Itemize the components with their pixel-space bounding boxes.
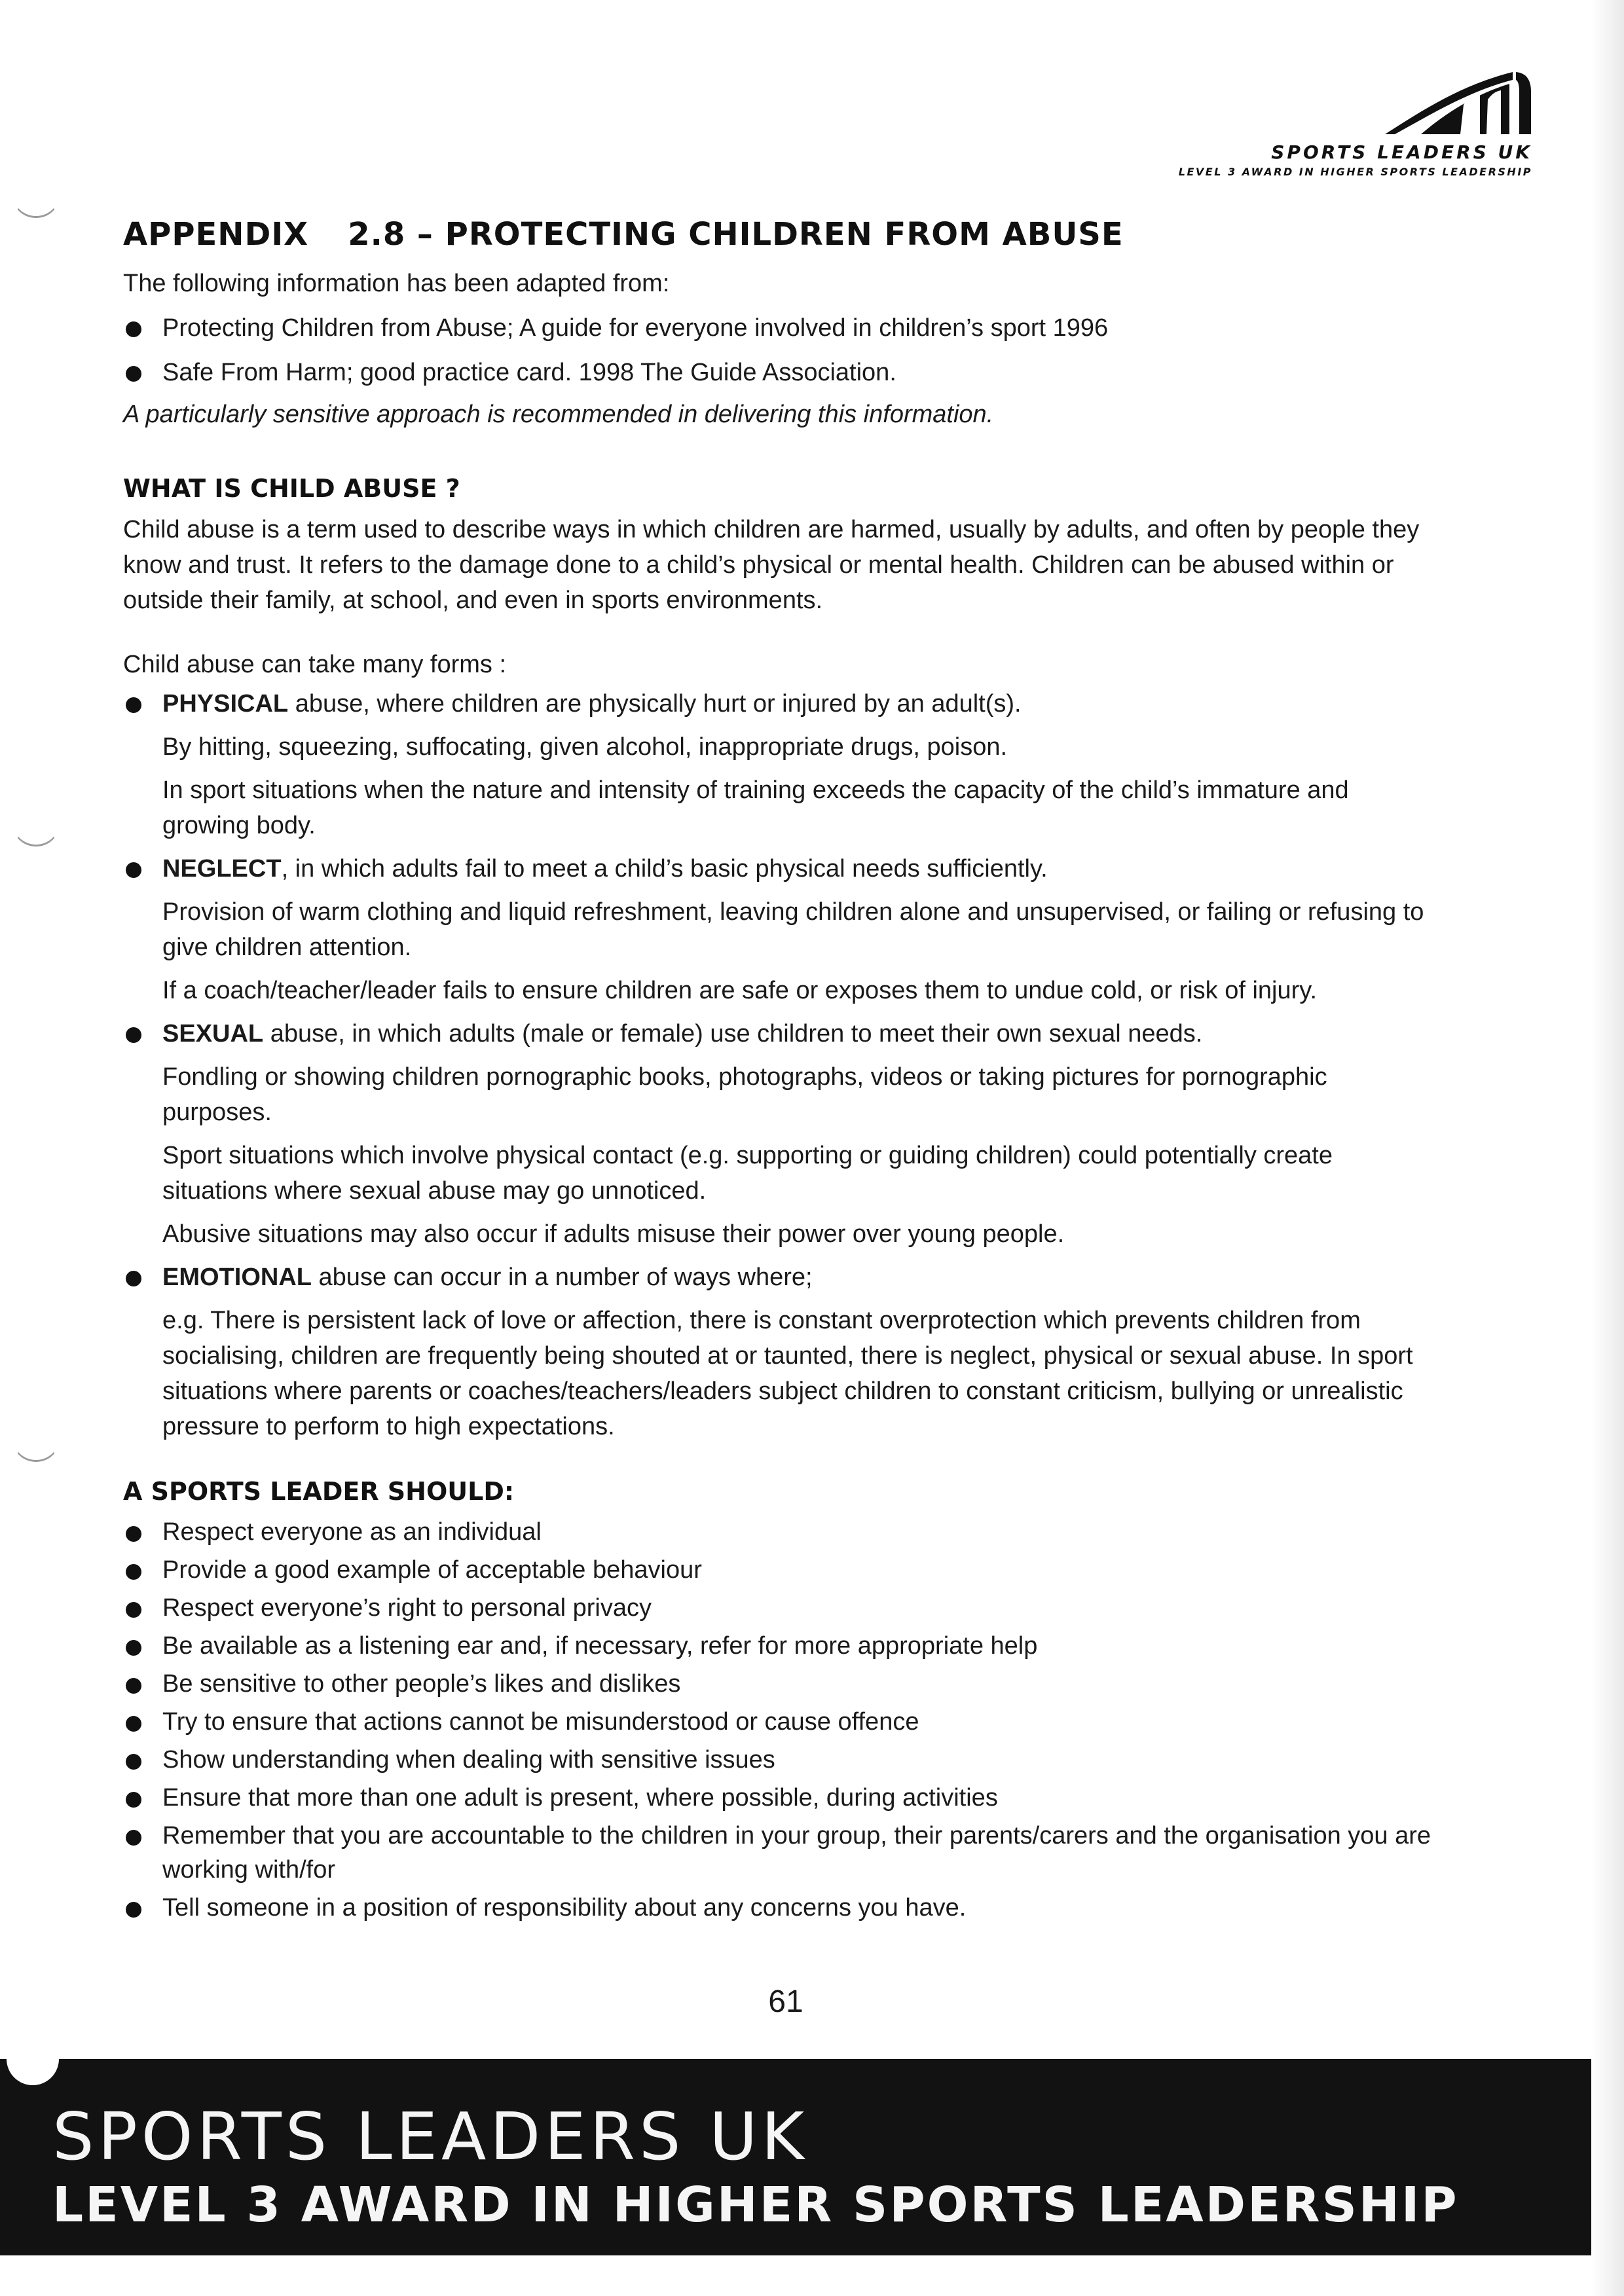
abuse-form-neglect (123, 851, 1439, 1008)
abuse-form-name: PHYSICAL (162, 690, 289, 718)
page-number: 61 (768, 1984, 803, 2019)
abuse-form-heading (123, 1260, 1439, 1295)
list-item: Ensure that more than one adult is present, where possible, during activities (123, 1781, 1439, 1815)
abuse-form-name: EMOTIONAL (162, 1264, 312, 1291)
footer-banner (0, 2059, 1591, 2255)
abuse-form-detail: In sport situations when the nature and intensity of training exceeds the capacity of the child’s immature and growing body. (162, 776, 1349, 839)
abuse-form-emotional (123, 1260, 1439, 1444)
punch-hole-mark (12, 799, 60, 847)
abuse-form-heading (123, 686, 1439, 721)
sports-leaders-swoosh-icon (1382, 65, 1532, 137)
punch-hole-mark (12, 1414, 60, 1462)
list-item: Provide a good example of acceptable behaviour (123, 1553, 1439, 1587)
sensitivity-note: A particularly sensitive approach is recommended in delivering this information. (123, 401, 994, 428)
forms-lead: Child abuse can take many forms : (123, 651, 507, 678)
definition-paragraph: Child abuse is a term used to describe ways in which children are harmed, usually by adults, and often by people they know and trust. It refers to the damage done to a child’s physical or mental health. Children can be abused within or outside their family, at school, and even in sports environments. (123, 516, 1420, 614)
punch-hole-mark (7, 2033, 59, 2085)
abuse-form-heading (123, 851, 1439, 886)
leader-should-list (123, 1515, 1439, 1925)
list-item: Safe From Harm; good practice card. 1998 The Guide Association. (123, 355, 1439, 390)
header-logo (1179, 65, 1532, 178)
sources-list (123, 310, 1439, 390)
abuse-form-name: SEXUAL (162, 1020, 264, 1048)
list-item: Be sensitive to other people’s likes and dislikes (123, 1667, 1439, 1701)
page-edge-shadow (1591, 0, 1624, 2296)
abuse-form-detail: Sport situations which involve physical contact (e.g. supporting or guiding children) could potentially create situations where sexual abuse may go unnoticed. (162, 1142, 1333, 1205)
abuse-form-detail: Abusive situations may also occur if adults misuse their power over young people. (162, 1220, 1065, 1248)
list-item: Protecting Children from Abuse; A guide for everyone involved in children’s sport 1996 (123, 310, 1439, 346)
list-item: Show understanding when dealing with sensitive issues (123, 1743, 1439, 1777)
abuse-form-heading (123, 1016, 1439, 1051)
page-content (123, 216, 1439, 1929)
abuse-form-physical (123, 686, 1439, 843)
section-heading-leader-should: A SPORTS LEADER SHOULD: (123, 1477, 515, 1506)
list-item: Be available as a listening ear and, if necessary, refer for more appropriate help (123, 1629, 1439, 1663)
footer-subtitle: LEVEL 3 AWARD IN HIGHER SPORTS LEADERSHIP (52, 2177, 1459, 2233)
list-item: Respect everyone as an individual (123, 1515, 1439, 1549)
abuse-forms-list (123, 686, 1439, 1444)
abuse-form-name: NEGLECT (162, 855, 282, 883)
list-item: Try to ensure that actions cannot be misunderstood or cause offence (123, 1705, 1439, 1739)
footer-title: SPORTS LEADERS UK (52, 2098, 809, 2175)
logo-name: SPORTS LEADERS UK (1271, 141, 1532, 163)
page-title (123, 216, 1439, 253)
punch-hole-mark (12, 170, 60, 218)
list-item: Remember that you are accountable to the children in your group, their parents/carers and the organisation you are working with/for (123, 1819, 1439, 1887)
logo-subtitle: LEVEL 3 AWARD IN HIGHER SPORTS LEADERSHIP (1178, 166, 1532, 178)
abuse-form-sexual (123, 1016, 1439, 1252)
list-item: Respect everyone’s right to personal privacy (123, 1591, 1439, 1625)
title-text: 2.8 – PROTECTING CHILDREN FROM ABUSE (348, 216, 1124, 253)
intro-lead: The following information has been adapted from: (123, 270, 670, 297)
abuse-form-detail: If a coach/teacher/leader fails to ensure children are safe or exposes them to undue cold, or risk of injury. (162, 977, 1318, 1004)
section-heading-what-is-abuse: WHAT IS CHILD ABUSE ? (123, 474, 460, 503)
abuse-form-description: abuse, in which adults (male or female) use children to meet their own sexual needs. (263, 1020, 1203, 1048)
abuse-form-detail: Fondling or showing children pornographic books, photographs, videos or taking pictures for pornographic purposes. (162, 1063, 1327, 1126)
list-item: Tell someone in a position of responsibility about any concerns you have. (123, 1891, 1439, 1925)
abuse-form-detail: Provision of warm clothing and liquid refreshment, leaving children alone and unsupervised, or failing or refusing to give children attention. (162, 898, 1424, 961)
title-prefix: APPENDIX (123, 216, 309, 253)
abuse-form-detail: e.g. There is persistent lack of love or affection, there is constant overprotection which prevents children from socialising, children are frequently being shouted at or taunted, there is neglect, physical or sexual abuse. In sport situations where parents or coaches/teachers/leaders subject children to constant criticism, bullying or unrealistic pressure to perform to high expectations. (162, 1307, 1413, 1440)
abuse-form-description: abuse can occur in a number of ways where; (311, 1264, 813, 1291)
abuse-form-detail: By hitting, squeezing, suffocating, given alcohol, inappropriate drugs, poison. (162, 733, 1008, 761)
abuse-form-description: abuse, where children are physically hurt or injured by an adult(s). (288, 690, 1022, 718)
abuse-form-description: , in which adults fail to meet a child’s basic physical needs sufficiently. (281, 855, 1048, 883)
